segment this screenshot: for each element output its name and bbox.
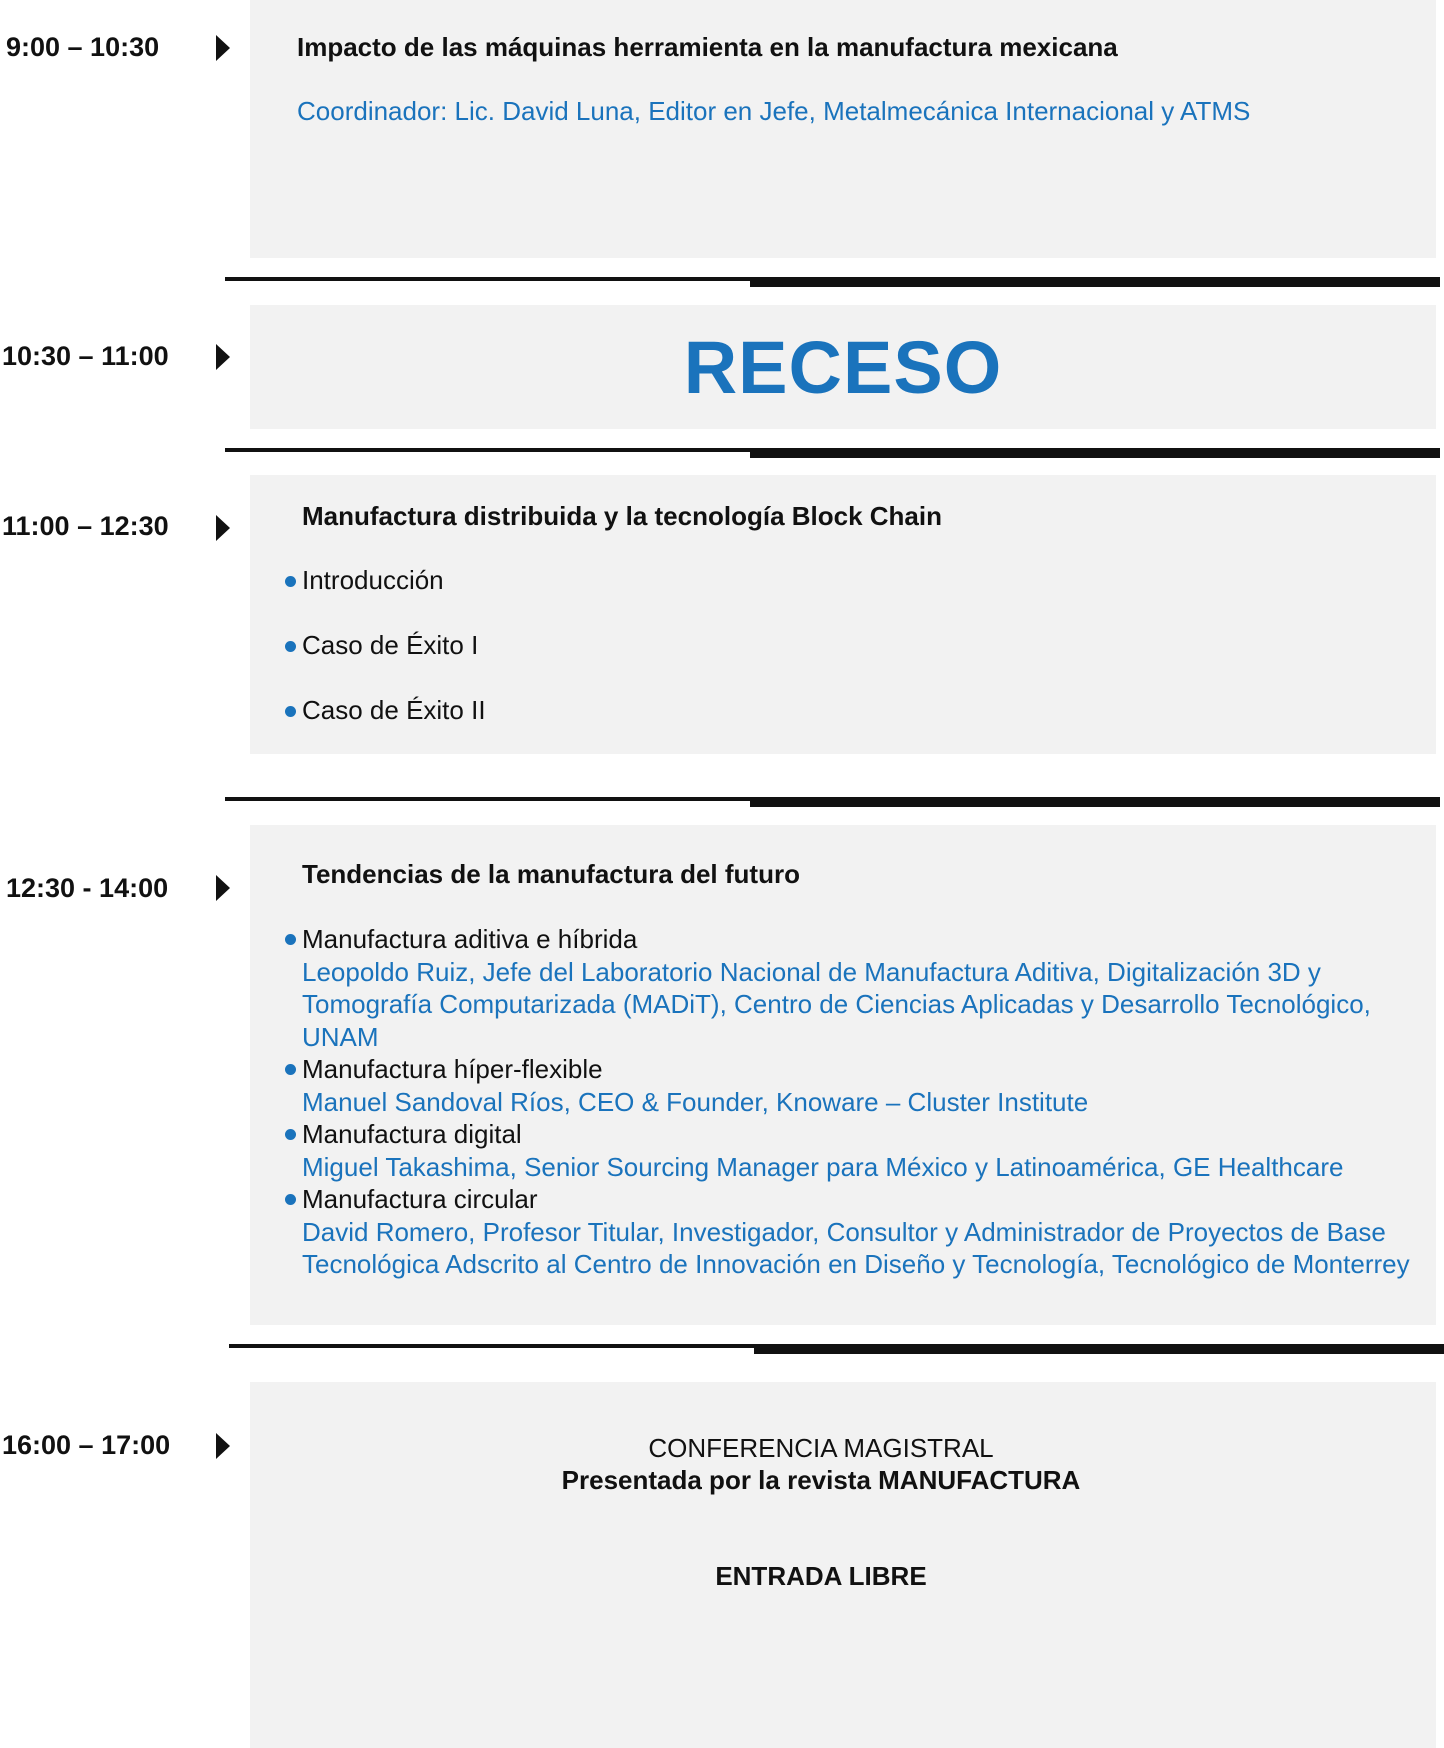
session-4-arrow-icon bbox=[216, 875, 230, 901]
list-item bbox=[302, 695, 486, 726]
list-item bbox=[302, 1118, 1418, 1183]
session-3-time: 11:00 – 12:30 bbox=[2, 511, 169, 541]
session-2-panel bbox=[250, 305, 1436, 429]
session-1-arrow-icon bbox=[216, 35, 230, 61]
conference-heading: CONFERENCIA MAGISTRAL bbox=[648, 1433, 994, 1463]
list-item-label: Introducción bbox=[302, 565, 444, 595]
bullet-icon bbox=[285, 706, 296, 717]
list-item bbox=[302, 1053, 1418, 1118]
session-4-time: 12:30 - 14:00 bbox=[6, 873, 169, 903]
bullet-icon bbox=[285, 1194, 296, 1205]
session-1-title: Impacto de las máquinas herramienta en la manufactura mexicana bbox=[297, 32, 1118, 62]
session-5-panel bbox=[250, 1382, 1436, 1748]
session-1-coordinator: Coordinador: Lic. David Luna, Editor en Jefe, Metalmecánica Internacional y ATMS bbox=[297, 96, 1251, 126]
receso-title: RECESO bbox=[683, 326, 1003, 409]
session-1-time: 9:00 – 10:30 bbox=[6, 32, 160, 62]
bullet-icon bbox=[285, 934, 296, 945]
session-2-time: 10:30 – 11:00 bbox=[2, 341, 169, 371]
session-2-arrow-icon bbox=[216, 344, 230, 370]
list-item-label: Manufactura híper-flexible bbox=[302, 1054, 603, 1084]
bullet-icon bbox=[285, 1064, 296, 1075]
list-item bbox=[302, 630, 478, 661]
session-5-time: 16:00 – 17:00 bbox=[2, 1430, 171, 1460]
bullet-icon bbox=[285, 576, 296, 587]
list-item-speaker: Manuel Sandoval Ríos, CEO & Founder, Knoware – Cluster Institute bbox=[302, 1086, 1089, 1117]
session-4-title: Tendencias de la manufactura del futuro bbox=[302, 859, 800, 889]
session-3-title: Manufactura distribuida y la tecnología Block Chain bbox=[302, 501, 942, 531]
bullet-icon bbox=[285, 641, 296, 652]
session-3-arrow-icon bbox=[216, 515, 230, 541]
list-item-label: Caso de Éxito I bbox=[302, 630, 479, 660]
list-item-speaker: Miguel Takashima, Senior Sourcing Manager para México y Latinoamérica, GE Healthcare bbox=[302, 1151, 1344, 1182]
list-item-label: Caso de Éxito II bbox=[302, 695, 486, 725]
list-item-label: Manufactura digital bbox=[302, 1119, 522, 1149]
list-item bbox=[302, 923, 1418, 1053]
conference-presenter: Presentada por la revista MANUFACTURA bbox=[561, 1465, 1081, 1495]
list-item-speaker: Leopoldo Ruiz, Jefe del Laboratorio Nacional de Manufactura Aditiva, Digitalización 3D y Tomografía Computarizada (MADiT), Centro de Ciencias Aplicadas y Desarrollo Tecnológico, UNAM bbox=[302, 956, 1371, 1052]
list-item-label: Manufactura circular bbox=[302, 1184, 538, 1214]
list-item-speaker: David Romero, Profesor Titular, Investigador, Consultor y Administrador de Proyectos de Base Tecnológica Adscrito al Centro de Innovación en Diseño y Tecnología, Tecnológico de Monterrey bbox=[302, 1216, 1410, 1279]
session-4-panel bbox=[250, 825, 1436, 1325]
list-item bbox=[302, 565, 444, 596]
entry-note: ENTRADA LIBRE bbox=[715, 1561, 927, 1591]
list-item bbox=[302, 1183, 1418, 1281]
session-1-panel bbox=[250, 0, 1436, 258]
list-item-label: Manufactura aditiva e híbrida bbox=[302, 924, 638, 954]
bullet-icon bbox=[285, 1129, 296, 1140]
session-3-panel bbox=[250, 475, 1436, 754]
